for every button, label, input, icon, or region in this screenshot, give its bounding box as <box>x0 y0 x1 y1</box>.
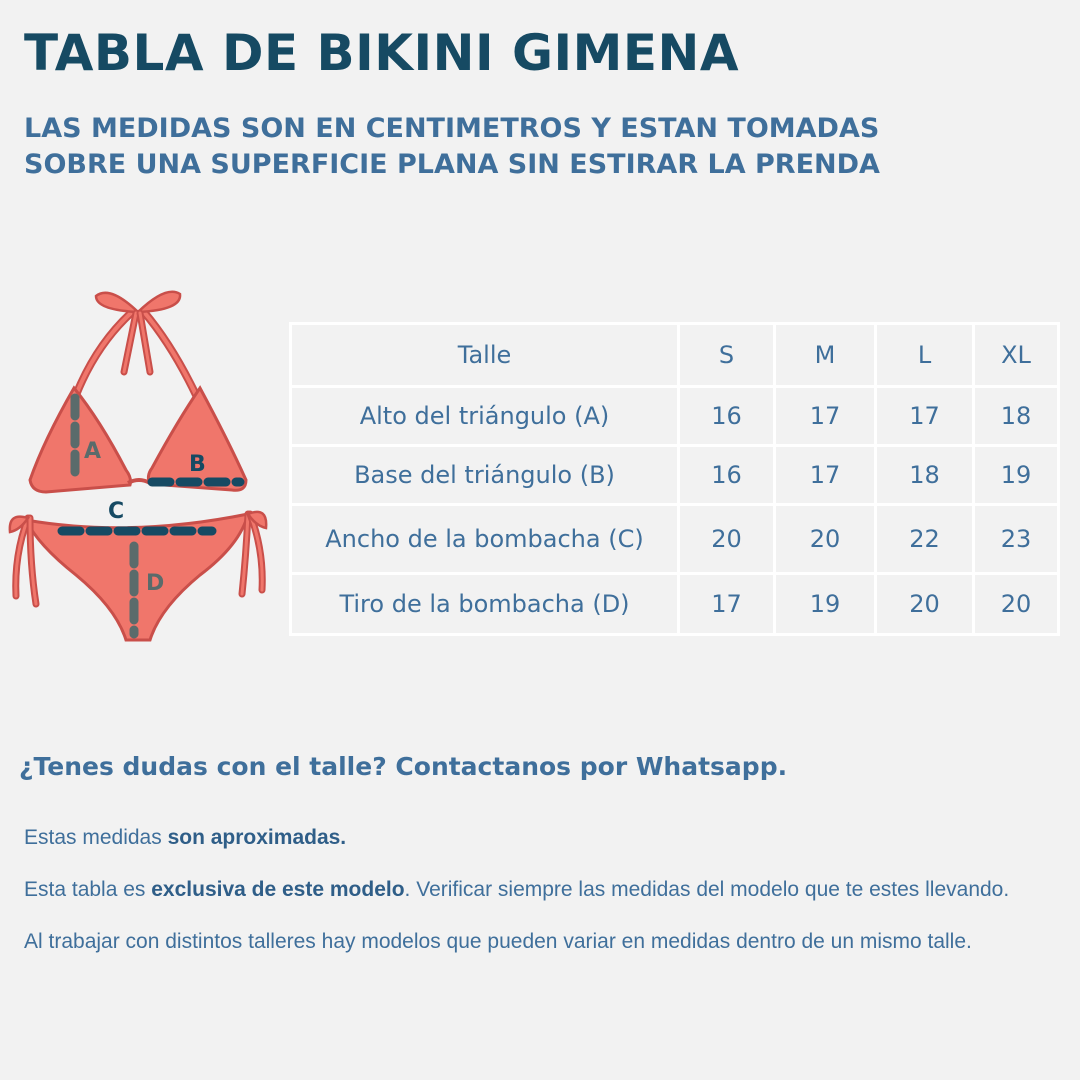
note-approximate <box>24 825 1044 850</box>
table-row <box>291 574 1059 635</box>
row-label: Base del triángulo (B) <box>291 446 679 505</box>
halter-string-left <box>76 312 132 395</box>
header-talle: Talle <box>291 324 679 387</box>
marker-d: D <box>146 571 165 596</box>
note-1-text: Estas medidas <box>24 826 168 849</box>
header-size-m: M <box>775 324 876 387</box>
contact-question: ¿Tenes dudas con el talle? Contactanos por Whatsapp. <box>19 752 788 781</box>
table-row <box>291 387 1059 446</box>
table-cell: 19 <box>974 446 1059 505</box>
table-cell: 17 <box>775 446 876 505</box>
table-cell: 22 <box>876 505 974 574</box>
marker-c: C <box>108 499 125 524</box>
table-cell: 16 <box>679 446 775 505</box>
marker-b: B <box>189 452 206 477</box>
note-2-emphasis: exclusiva de este modelo <box>151 878 405 901</box>
table-cell: 20 <box>974 574 1059 635</box>
subtitle-line-2: SOBRE UNA SUPERFICIE PLANA SIN ESTIRAR LA PRENDA <box>24 149 880 180</box>
bow-loop-left <box>96 293 138 312</box>
table-cell: 23 <box>974 505 1059 574</box>
table-cell: 16 <box>679 387 775 446</box>
header-size-xl: XL <box>974 324 1059 387</box>
note-2-text: Esta tabla es <box>24 878 152 901</box>
note-exclusive <box>24 877 1044 902</box>
header-size-s: S <box>679 324 775 387</box>
marker-a: A <box>84 439 102 464</box>
note-2-continuation: . Verificar siempre las medidas del modelo que te estes llevando. <box>404 878 1010 901</box>
row-label: Alto del triángulo (A) <box>291 387 679 446</box>
subtitle-line-1: LAS MEDIDAS SON EN CENTIMETROS Y ESTAN TOMADAS <box>24 113 880 144</box>
triangle-cup-left <box>30 388 131 492</box>
page-title: TABLA DE BIKINI GIMENA <box>24 24 740 82</box>
size-table <box>289 322 1060 636</box>
page-subtitle <box>24 111 1064 183</box>
row-label: Tiro de la bombacha (D) <box>291 574 679 635</box>
table-row <box>291 446 1059 505</box>
bow-loop-right <box>138 292 180 312</box>
note-1-emphasis: son aproximadas. <box>167 826 347 849</box>
table-cell: 20 <box>775 505 876 574</box>
header-size-l: L <box>876 324 974 387</box>
note-workshops: Al trabajar con distintos talleres hay modelos que pueden variar en medidas dentro de un mismo talle. <box>24 930 972 953</box>
table-cell: 20 <box>679 505 775 574</box>
table-cell: 19 <box>775 574 876 635</box>
table-cell: 17 <box>679 574 775 635</box>
bikini-illustration <box>0 280 280 650</box>
table-header-row <box>291 324 1059 387</box>
row-label: Ancho de la bombacha (C) <box>291 505 679 574</box>
table-cell: 20 <box>876 574 974 635</box>
table-cell: 17 <box>775 387 876 446</box>
table-cell: 18 <box>876 446 974 505</box>
table-row <box>291 505 1059 574</box>
bra-center-tie <box>128 480 150 483</box>
table-cell: 18 <box>974 387 1059 446</box>
notes-section <box>24 825 1044 981</box>
table-cell: 17 <box>876 387 974 446</box>
